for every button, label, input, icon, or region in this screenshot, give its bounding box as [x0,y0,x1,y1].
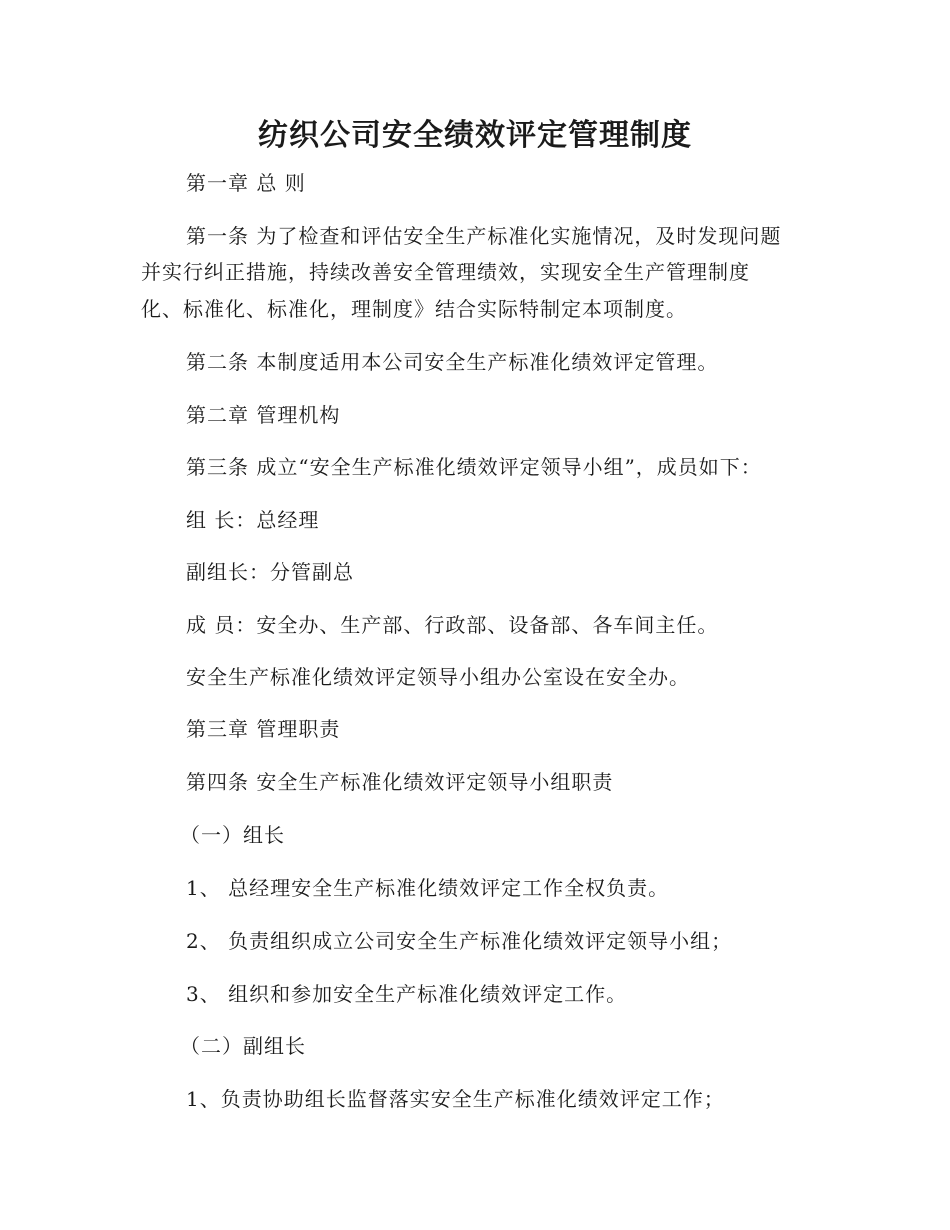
list-item: 2、 负责组织成立公司安全生产标准化绩效评定领导小组； [186,929,733,953]
article-1-line-2: 并实行纠正措施，持续改善安全管理绩效，实现安全生产管理制度 [141,260,750,284]
list-item: 1、负责协助组长监督落实安全生产标准化绩效评定工作； [186,1087,725,1111]
chapter-heading: 第三章 管理职责 [186,717,341,741]
list-item: 3、 组织和参加安全生产标准化绩效评定工作。 [186,982,628,1006]
article-3: 第三条 成立“安全生产标准化绩效评定领导小组”，成员如下： [186,455,762,479]
article-4: 第四条 安全生产标准化绩效评定领导小组职责 [186,770,614,794]
list-item: 1、 总经理安全生产标准化绩效评定工作全权负责。 [186,876,670,900]
chapter-heading: 第二章 管理机构 [186,403,341,427]
article-2: 第二条 本制度适用本公司安全生产标准化绩效评定管理。 [186,350,719,374]
leader-line: 组 长：总经理 [186,508,320,532]
members-line: 成 员：安全办、生产部、行政部、设备部、各车间主任。 [186,613,719,637]
section-heading: （一）组长 [180,823,285,847]
document-title: 纺织公司安全绩效评定管理制度 [258,118,692,153]
chapter-heading: 第一章 总 则 [186,171,306,195]
deputy-leader-line: 副组长：分管副总 [186,560,354,584]
section-heading: （二）副组长 [180,1034,306,1058]
office-line: 安全生产标准化绩效评定领导小组办公室设在安全办。 [186,665,690,689]
article-1-line-3: 化、标准化、标准化，理制度》结合实际特制定本项制度。 [141,297,687,321]
article-1-line-1: 第一条 为了检查和评估安全生产标准化实施情况，及时发现问题 [186,224,782,248]
